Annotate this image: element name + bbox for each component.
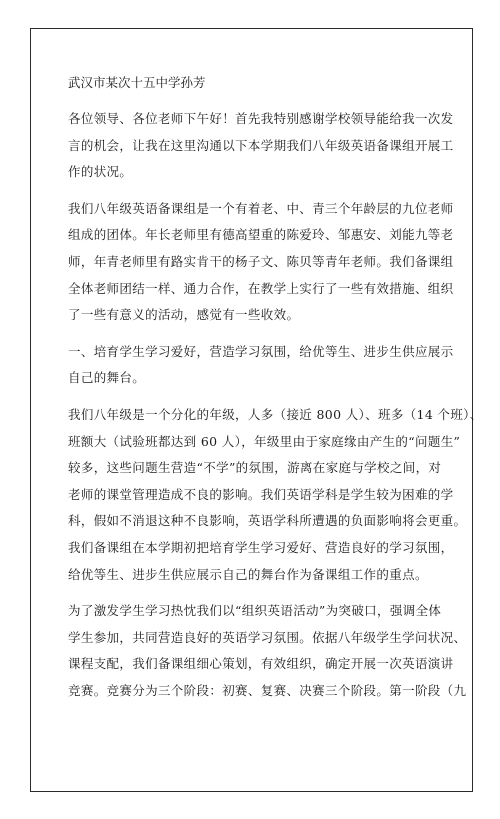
paragraph-grade-situation bbox=[68, 402, 483, 588]
text-line: 较多，这些问题生营造“不学”的氛围，游离在家庭与学校之间，对 bbox=[68, 460, 442, 476]
text-line: 一、培育学生学习爱好，营造学习氛围，给优等生、进步生供应展示 bbox=[68, 343, 454, 359]
text-line: 各位领导、各位老师下午好！首先我特别感谢学校领导能给我一次发 bbox=[68, 111, 454, 126]
text-line: 自己的舞台。 bbox=[68, 370, 146, 386]
text-line: 老师的课堂管理造成不良的影响。我们英语学科是学生较为困难的学 bbox=[68, 486, 454, 502]
paragraph-greeting bbox=[68, 106, 454, 186]
text-line: 我们备课组在本学期初把培育学生学习爱好、营造良好的学习氛围， bbox=[68, 539, 454, 555]
text-line: 我们八年级英语备课组是一个有着老、中、青三个年龄层的九位老师 bbox=[68, 200, 454, 216]
paragraph-team-intro bbox=[68, 196, 454, 329]
document-body bbox=[68, 74, 483, 714]
text-line: 给优等生、进步生供应展示自己的舞台作为备课组工作的重点。 bbox=[68, 566, 428, 582]
text-line: 言的机会，让我在这里沟通以下本学期我们八年级英语备课组开展工 bbox=[68, 137, 454, 153]
text-line: 师，年青老师里有路实肯干的杨子文、陈贝等青年老师。我们备课组 bbox=[68, 253, 454, 269]
document-title: 武汉市某次十五中学孙芳 bbox=[68, 75, 206, 90]
text-line: 竞赛。竞赛分为三个阶段：初赛、复赛、决赛三个阶段。第一阶段（九 bbox=[68, 682, 467, 698]
text-line: 班额大（试验班都达到 60 人），年级里由于家庭缘由产生的“问题生” bbox=[68, 433, 461, 449]
text-line: 全体老师团结一样、通力合作，在教学上实行了一些有效措施、组织 bbox=[68, 280, 454, 296]
text-line: 为了激发学生学习热忱我们以“组织英语活动”为突破口，强调全体 bbox=[68, 603, 442, 619]
text-line: 课程支配，我们备课组细心策划，有效组织，确定开展一次英语演讲 bbox=[68, 656, 454, 672]
paragraph-english-activity bbox=[68, 598, 467, 704]
text-line: 我们八年级是一个分化的年级，人多（接近 800 人）、班多（14 个班）、 bbox=[68, 406, 483, 422]
text-line: 组成的团体。年长老师里有德高望重的陈爱玲、邹惠安、刘能九等老 bbox=[68, 227, 454, 243]
text-line: 了一些有意义的活动，感觉有一些收效。 bbox=[68, 307, 300, 323]
text-line: 学生参加，共同营造良好的英语学习氛围。依据八年级学生学问状况、 bbox=[68, 629, 467, 645]
text-line: 科，假如不消退这种不良影响，英语学科所遭遇的负面影响将会更重。 bbox=[68, 513, 467, 529]
text-line: 作的状况。 bbox=[68, 164, 133, 180]
section-heading-1 bbox=[68, 339, 454, 392]
